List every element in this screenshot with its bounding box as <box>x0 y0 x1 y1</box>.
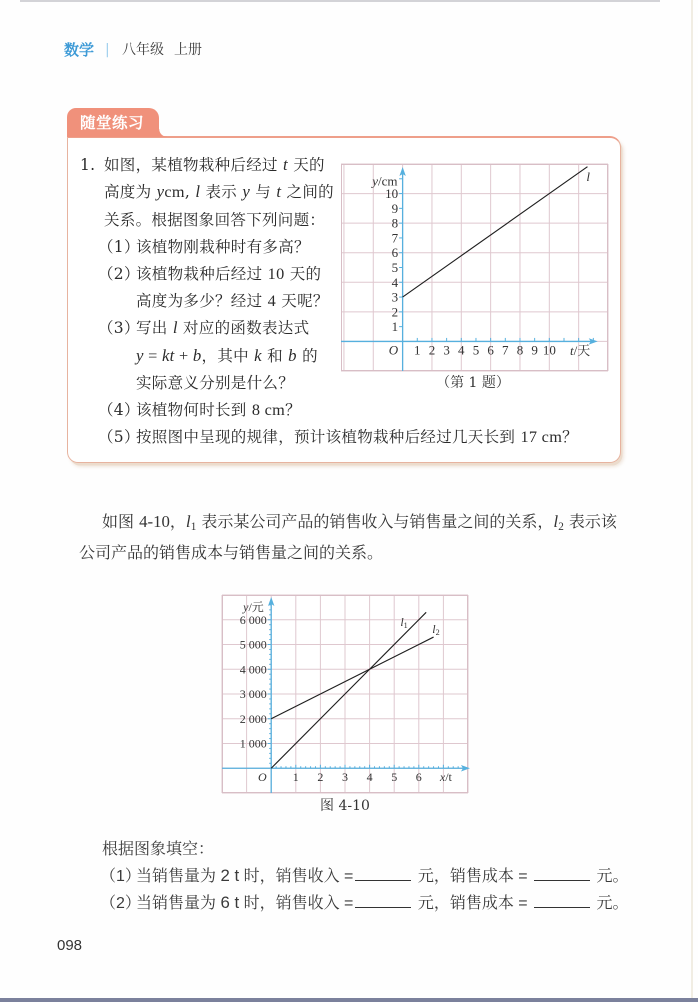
sub-question-text <box>136 319 309 337</box>
text-run: 高度为多少？经过 <box>136 292 268 310</box>
sub-question-text <box>136 238 310 256</box>
math-variable: b <box>192 346 202 365</box>
sub-question-4 <box>98 399 301 421</box>
text-run: 对应的函数表达式 <box>177 319 310 337</box>
sub-question-label: （4） <box>98 401 140 419</box>
sub-question-label: （3） <box>98 319 140 337</box>
math-subscript: 1 <box>190 520 197 533</box>
math-number: 17 cm <box>520 428 563 446</box>
text-run: ？ <box>562 428 578 446</box>
x-tick-label: 6 <box>487 342 494 358</box>
text-run: 与 <box>250 183 277 201</box>
text-run: 按照图中呈现的规律，预计该植物栽种后经过几天长到 <box>136 428 521 446</box>
x-tick-label: 4 <box>458 342 465 358</box>
text-run: 天呢？ <box>276 292 329 310</box>
paragraph-line-2 <box>79 542 383 564</box>
math-number: 4-10 <box>139 512 170 531</box>
y-tick-label: 5 000 <box>239 637 267 652</box>
sub-question-1 <box>98 236 310 258</box>
question-intro-line-2 <box>104 181 334 203</box>
x-tick-label: 6 <box>415 769 422 784</box>
header-grade: 八年级 <box>122 42 164 58</box>
fill-in-item-2 <box>100 892 629 914</box>
sub-question-label: （1） <box>98 238 140 256</box>
y-tick-label: 7 <box>391 230 399 246</box>
x-axis-label: x/t <box>439 769 452 784</box>
figure-caption-4-10: 图 4-10 <box>320 798 370 814</box>
fill-in-text <box>136 868 629 885</box>
y-tick-label: 8 <box>391 215 399 231</box>
text-run: 表示某公司产品的销售收入与销售量之间的关系， <box>196 512 554 531</box>
exercise-tab <box>67 108 159 137</box>
text-run: 元，销售成本 = <box>413 895 533 912</box>
answer-blank <box>355 866 411 881</box>
fill-in-item-1 <box>100 865 629 887</box>
text-run: 该植物何时长到 <box>136 401 252 419</box>
exercise-tab-label: 随堂练习 <box>80 114 145 132</box>
y-tick-label: 3 <box>391 289 399 305</box>
math-number: = <box>143 347 162 365</box>
question-number: 1. <box>80 156 96 174</box>
math-variable: kt <box>161 346 175 365</box>
y-tick-label: 4 <box>391 274 399 290</box>
y-tick-label: 2 000 <box>239 711 267 726</box>
answer-blank <box>355 893 411 908</box>
x-tick-label: 1 <box>292 769 299 784</box>
text-run: 当销售量为 <box>136 868 221 885</box>
math-number: 8 cm <box>251 401 286 419</box>
y-tick-label: 10 <box>385 186 399 202</box>
math-variable: b <box>288 346 297 365</box>
text-run: 之间的 <box>281 183 334 201</box>
question-intro-line-3 <box>104 209 325 231</box>
math-number: 10 <box>267 265 285 283</box>
text-run: 如图，某植物栽种后经过 <box>104 156 284 174</box>
text-run: 表示该 <box>563 512 617 531</box>
question-intro-line-1 <box>104 154 325 176</box>
x-tick-label: 4 <box>366 769 373 784</box>
text-run: 时，销售收入 = <box>239 868 354 885</box>
text-run: 天的 <box>287 156 325 174</box>
y-tick-label: 4 000 <box>239 662 267 677</box>
y-tick-label: 2 <box>391 304 399 320</box>
origin-label: O <box>258 769 267 784</box>
sub-question-5 <box>98 426 578 448</box>
text-run: ，其中 <box>201 347 255 365</box>
text-run: 该植物刚栽种时有多高？ <box>136 238 310 256</box>
sales-revenue-cost-graph <box>222 595 468 793</box>
scan-edge-top <box>20 0 660 2</box>
scan-edge-bottom <box>0 998 698 1002</box>
text-run: 高度为 <box>104 183 157 201</box>
series-label-l2: $l_2$ <box>432 622 440 637</box>
math-number: 6 t <box>220 893 240 912</box>
text-run: 和 <box>261 347 289 365</box>
sub-question-2 <box>98 263 321 285</box>
sub-question-text <box>136 265 321 283</box>
math-number: 4 <box>267 292 277 310</box>
y-tick-label: 9 <box>391 200 399 216</box>
math-variable: $l_1$ <box>185 512 197 533</box>
x-tick-label: 7 <box>502 342 509 358</box>
y-tick-label: 5 <box>391 260 399 275</box>
x-tick-label: 2 <box>428 342 436 358</box>
page-edge-right <box>691 0 693 998</box>
x-tick-label: 5 <box>472 342 480 358</box>
text-run: , <box>184 183 196 201</box>
text-run: 实际意义分别是什么？ <box>136 374 295 392</box>
text-run: 该植物栽种后经过 <box>136 265 268 283</box>
x-tick-label: 9 <box>531 342 538 358</box>
text-run: ？ <box>285 401 301 419</box>
text-run: ， <box>169 512 186 531</box>
text-run: 的 <box>296 347 318 365</box>
text-run: 元，销售成本 = <box>413 868 533 885</box>
y-tick-label: 6 <box>391 245 399 261</box>
math-subscript: 2 <box>558 520 564 533</box>
x-tick-label: 1 <box>414 342 421 358</box>
x-tick-label: 8 <box>516 342 524 358</box>
y-tick-label: 3 000 <box>239 687 267 701</box>
sub-question-2-continued <box>136 290 329 312</box>
text-run: 表示 <box>200 183 243 201</box>
text-run: 元。 <box>592 895 629 912</box>
answer-blank <box>534 866 590 881</box>
header-volume: 上册 <box>174 42 202 58</box>
y-axis-label: y/元 <box>243 600 264 615</box>
y-tick-label: 1 <box>391 319 399 335</box>
text-run: 如图 <box>102 512 140 531</box>
math-variable: k <box>254 346 262 365</box>
x-tick-label: 2 <box>317 769 324 784</box>
x-tick-label: 5 <box>391 769 398 784</box>
fill-in-label: （2） <box>100 895 141 912</box>
math-variable: t <box>283 155 288 174</box>
math-variable: $l_2$ <box>553 512 564 533</box>
sub-question-3-continued <box>136 372 294 394</box>
figure-caption-q1: （第 1 题） <box>436 375 510 391</box>
page-number: 098 <box>57 937 83 954</box>
x-axis-label: t/天 <box>570 342 591 358</box>
series-label-l1: $l_1$ <box>400 614 408 630</box>
text-run: 元。 <box>592 868 629 885</box>
plant-height-graph <box>341 164 608 371</box>
math-variable: l <box>172 318 178 337</box>
y-tick-label: 1 000 <box>239 736 267 751</box>
fill-in-title: 根据图象填空： <box>102 841 215 858</box>
math-number: 2 t <box>220 866 240 885</box>
origin-label: O <box>388 342 399 358</box>
math-variable: t <box>276 182 282 201</box>
header-subject: 数学 <box>64 41 95 59</box>
sub-question-3-formula <box>136 345 318 367</box>
text-run: 公司产品的销售成本与销售量之间的关系。 <box>79 543 384 562</box>
math-number: cm <box>164 183 185 201</box>
sub-question-label: （2） <box>98 265 140 283</box>
math-variable: y <box>156 182 165 201</box>
text-run: 关系。根据图象回答下列问题： <box>104 211 326 229</box>
x-tick-label: 3 <box>443 342 450 358</box>
text-run: 当销售量为 <box>136 895 221 912</box>
math-variable: y <box>242 182 251 201</box>
fill-in-text <box>136 895 629 912</box>
sub-question-3 <box>98 317 309 339</box>
x-tick-label: 10 <box>542 342 556 358</box>
header-separator: | <box>105 42 110 58</box>
series-label-l: l <box>586 168 591 184</box>
text-run: 写出 <box>136 319 173 337</box>
answer-blank <box>534 893 590 908</box>
x-tick-label: 3 <box>342 769 348 784</box>
sub-question-text <box>136 401 301 419</box>
sub-question-text <box>136 428 578 446</box>
fill-in-label: （1） <box>100 868 141 885</box>
plot-background <box>341 164 608 371</box>
math-number: + <box>174 347 193 365</box>
text-run: 时，销售收入 = <box>239 895 354 912</box>
y-tick-label: 6 000 <box>239 612 267 627</box>
paragraph-line-1 <box>102 511 617 533</box>
text-run: 天的 <box>284 265 322 283</box>
math-variable: l <box>195 182 201 201</box>
math-variable: y <box>136 346 144 365</box>
y-axis-label: y/cm <box>372 172 398 188</box>
sub-question-label: （5） <box>98 428 140 446</box>
